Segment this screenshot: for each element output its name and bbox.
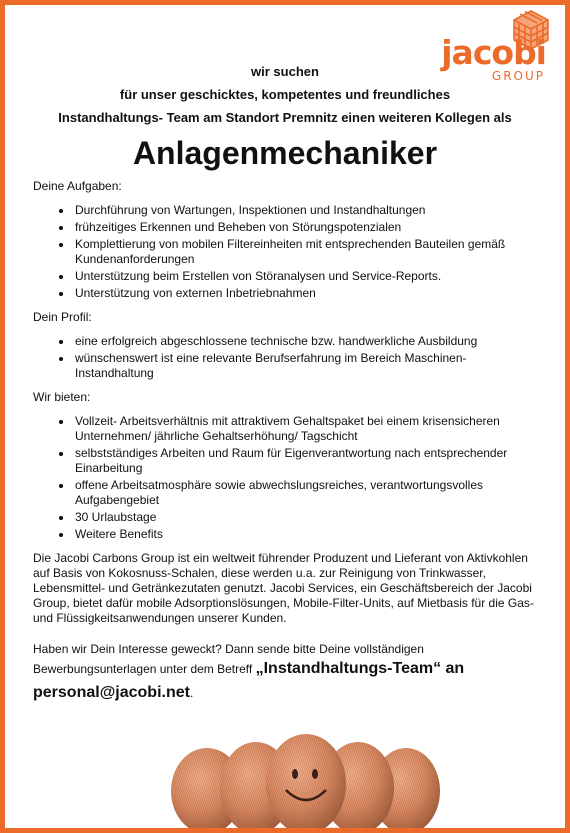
smiling-coconut bbox=[266, 734, 346, 833]
list-item: • Durchführung von Wartungen, Inspektionen und Instandhaltungen bbox=[73, 203, 543, 218]
profile-heading: Dein Profil: bbox=[33, 310, 92, 324]
list-item: • wünschenswert ist eine relevante Berufserfahrung im Bereich Maschinen-Instandhaltung bbox=[73, 351, 543, 381]
list-item: • offene Arbeitsatmosphäre sowie abwechslungsreiches, verantwortungsvolles Aufgabengebiet bbox=[73, 478, 543, 508]
header-line-1: wir suchen bbox=[251, 64, 319, 79]
profile-list bbox=[33, 334, 543, 381]
list-item: • selbstständiges Arbeiten und Raum für Eigenverantwortung nach entsprechender Einarbeitung bbox=[73, 446, 543, 476]
contact-subject: „Instandhaltungs-Team“ an bbox=[255, 660, 465, 677]
contact-email-link[interactable]: personal@jacobi.net bbox=[33, 684, 190, 701]
list-item: • Unterstützung von externen Inbetriebnahmen bbox=[73, 286, 543, 301]
contact-period: . bbox=[189, 686, 194, 700]
list-item: • frühzeitiges Erkennen und Beheben von Störungspotenzialen bbox=[73, 220, 543, 235]
company-description: Die Jacobi Carbons Group ist ein weltweit führender Produzent und Lieferant von Aktivkohlen auf Basis von Kokosnuss-Schalen, diese werden u.a. zur Reinigung von Trinkwasser, Lebensmittel- und Getränkezutaten genutzt. Jacobi Services, ein Geschäftsbereich der Jacobi Group, bietet dafür mobile Adsorptionslösungen, Mobile-Filter-Units, auf Mietbasis für die Gas- und Flüssigkeitsanwendungen unserer Kunden. bbox=[33, 551, 534, 625]
coconut-illustration bbox=[170, 732, 440, 833]
list-item: • Vollzeit- Arbeitsverhältnis mit attraktivem Gehaltspaket bei einem krisensicheren Unternehmen/ jährliche Gehaltserhöhung/ Tagschicht bbox=[73, 414, 543, 444]
offer-list bbox=[33, 414, 543, 542]
logo-group-text: GROUP bbox=[491, 69, 545, 83]
contact-text: Haben wir Dein Interesse geweckt? Dann sende bitte Deine vollständigen Bewerbungsunterlagen unter dem Betreff bbox=[33, 642, 424, 676]
job-title: Anlagenmechaniker bbox=[132, 135, 438, 171]
logo-wordmark: jacobi bbox=[441, 33, 546, 72]
list-item: • Weitere Benefits bbox=[73, 527, 543, 542]
list-item: • 30 Urlaubstage bbox=[73, 510, 543, 525]
header-line-3: Instandhaltungs- Team am Standort Premnitz einen weiteren Kollegen als bbox=[58, 110, 512, 125]
coconuts-image bbox=[170, 732, 440, 833]
list-item: • eine erfolgreich abgeschlossene technische bzw. handwerkliche Ausbildung bbox=[73, 334, 543, 349]
list-item: • Unterstützung beim Erstellen von Störanalysen und Service-Reports. bbox=[73, 269, 543, 284]
tasks-list bbox=[33, 203, 543, 301]
offer-heading: Wir bieten: bbox=[33, 390, 91, 404]
contact-paragraph bbox=[33, 639, 543, 705]
list-item: • Komplettierung von mobilen Filtereinheiten mit entsprechenden Bauteilen gemäß Kundenanforderungen bbox=[73, 237, 543, 267]
ad-content bbox=[33, 179, 543, 705]
header-line-2: für unser geschicktes, kompetentes und freundliches bbox=[119, 87, 451, 102]
tasks-heading: Deine Aufgaben: bbox=[33, 179, 122, 193]
